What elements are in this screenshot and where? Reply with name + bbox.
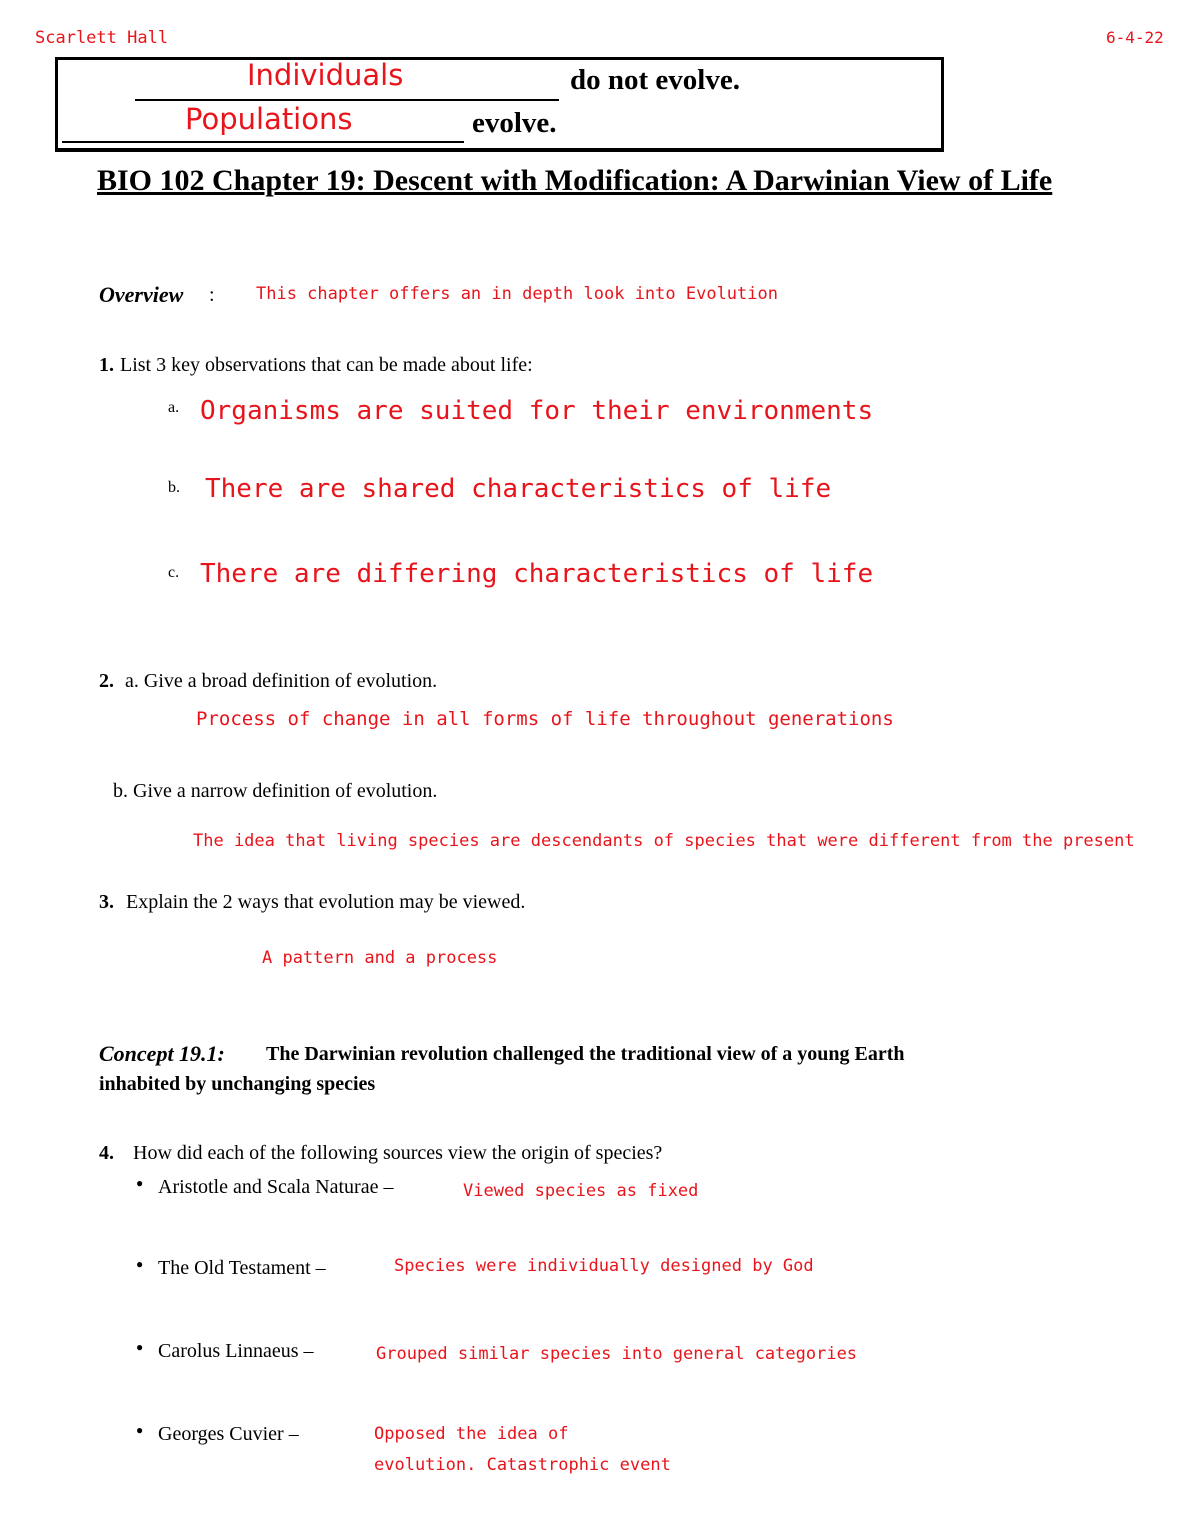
bullet-icon: ● bbox=[136, 1423, 144, 1437]
overview-label: Overview bbox=[99, 282, 184, 307]
q4-source-aristotle: Aristotle and Scala Naturae – bbox=[158, 1176, 394, 1198]
overview-answer: This chapter offers an in depth look into Evolution bbox=[256, 284, 778, 304]
box-line-2-text: evolve. bbox=[472, 107, 557, 139]
q4-answer-cuvier: Opposed the idea of bbox=[374, 1424, 569, 1444]
q1-number: 1. bbox=[99, 354, 114, 376]
q1-answer-a: Organisms are suited for their environments bbox=[200, 396, 874, 426]
q2-b-answer: The idea that living species are descendants of species that were different from the present bbox=[193, 831, 1135, 851]
q4-source-linnaeus: Carolus Linnaeus – bbox=[158, 1340, 314, 1362]
bullet-icon: ● bbox=[136, 1176, 144, 1190]
page-title: BIO 102 Chapter 19: Descent with Modification: A Darwinian View of Life bbox=[97, 164, 1053, 197]
q4-number: 4. bbox=[99, 1142, 114, 1164]
concept-line-1: The Darwinian revolution challenged the traditional view of a young Earth bbox=[266, 1043, 905, 1065]
q1-marker-a: a. bbox=[168, 399, 180, 416]
q1-answer-b: There are shared characteristics of life bbox=[205, 474, 832, 504]
q4-answer-linnaeus: Grouped similar species into general categories bbox=[376, 1344, 858, 1364]
bullet-icon: ● bbox=[136, 1257, 144, 1271]
q1-answer-c: There are differing characteristics of life bbox=[200, 559, 874, 589]
q2-a-answer: Process of change in all forms of life throughout generations bbox=[196, 708, 894, 730]
date: 6-4-22 bbox=[1106, 28, 1164, 47]
q2-b-text: b. Give a narrow definition of evolution. bbox=[113, 780, 438, 802]
blank-answer-2: Populations bbox=[185, 102, 353, 136]
blank-line-2 bbox=[62, 141, 464, 143]
q4-answer-old-testament: Species were individually designed by God bbox=[394, 1256, 814, 1276]
overview-colon: : bbox=[209, 284, 215, 306]
q4-text: How did each of the following sources view the origin of species? bbox=[133, 1142, 663, 1164]
q1-marker-c: c. bbox=[168, 564, 180, 581]
q2-a-text: a. Give a broad definition of evolution. bbox=[125, 670, 438, 692]
q1-marker-b: b. bbox=[168, 479, 180, 496]
box-line-1-text: do not evolve. bbox=[570, 64, 740, 96]
q1-text: List 3 key observations that can be made about life: bbox=[120, 354, 533, 376]
q4-source-old-testament: The Old Testament – bbox=[158, 1257, 326, 1279]
q3-text: Explain the 2 ways that evolution may be viewed. bbox=[126, 891, 526, 913]
bullet-icon: ● bbox=[136, 1340, 144, 1354]
q3-number: 3. bbox=[99, 891, 114, 913]
q4-answer-aristotle: Viewed species as fixed bbox=[463, 1181, 699, 1201]
q2-number: 2. bbox=[99, 670, 114, 692]
concept-label: Concept 19.1: bbox=[99, 1041, 225, 1066]
student-name: Scarlett Hall bbox=[35, 28, 169, 48]
q3-answer: A pattern and a process bbox=[262, 948, 498, 968]
concept-line-2: inhabited by unchanging species bbox=[99, 1073, 376, 1095]
q4-answer-cuvier-2: evolution. Catastrophic event bbox=[374, 1455, 671, 1475]
blank-line-1 bbox=[135, 99, 559, 101]
blank-answer-1: Individuals bbox=[247, 58, 404, 92]
q4-source-cuvier: Georges Cuvier – bbox=[158, 1423, 299, 1445]
